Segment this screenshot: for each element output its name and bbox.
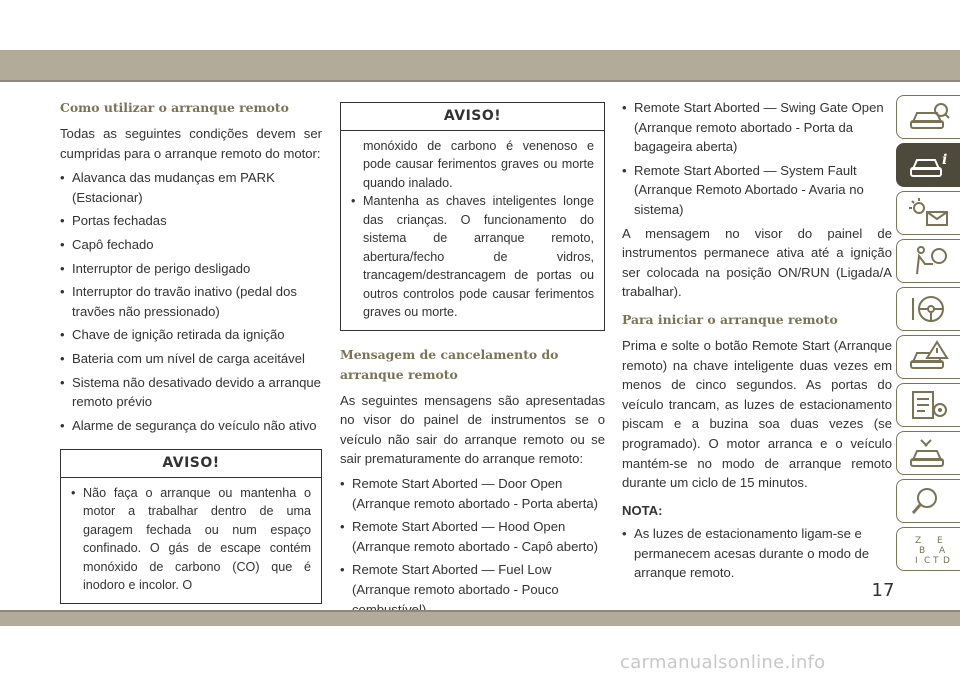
list-item: • Portas fechadas bbox=[60, 211, 322, 231]
conditions-list bbox=[60, 168, 322, 435]
list-item: • Bateria com um nível de carga aceitável bbox=[60, 349, 322, 369]
list-item: • Remote Start Aborted — Fuel Low (Arranque remoto abortado - Pouco bbox=[340, 560, 605, 619]
index-letter: C bbox=[923, 556, 930, 566]
list-item: • Capô fechado bbox=[60, 235, 322, 255]
warning-text: • Mantenha as chaves inteligentes longe das crianças. O funcionamento do sistema de arranque remoto, abertura/fecho de vidros, trancagem/destrancagem de portas ou outros controlos pode causar ferimentos graves ou morte. bbox=[351, 192, 594, 322]
messages-list bbox=[340, 474, 605, 619]
messages-list-continued bbox=[622, 98, 892, 220]
tab-technical[interactable] bbox=[896, 431, 960, 475]
car-inspection-icon bbox=[907, 100, 951, 134]
list-item: • Interruptor de perigo desligado bbox=[60, 259, 322, 279]
message-persistence-text: A mensagem no visor do painel de instrumentos permanece ativa até a ignição ser colocada na posição ON/RUN (Ligada/A trabalhar). bbox=[622, 225, 892, 300]
note-list bbox=[622, 524, 892, 583]
header-bar bbox=[0, 50, 960, 80]
car-info-icon bbox=[907, 148, 951, 182]
footer-bar bbox=[0, 612, 960, 626]
tab-index[interactable] bbox=[896, 527, 960, 571]
chapter-tabs bbox=[896, 95, 960, 575]
warning-body bbox=[341, 131, 604, 330]
airbag-seat-icon bbox=[907, 244, 951, 278]
warning-box-continued bbox=[340, 102, 605, 331]
page-number: 17 bbox=[871, 580, 895, 601]
index-letter: A bbox=[938, 546, 945, 556]
car-tools-icon bbox=[907, 436, 951, 470]
tab-lights-messages[interactable] bbox=[896, 191, 960, 235]
warning-text: • Não faça o arranque ou mantenha o motor a trabalhar dentro de uma garagem fechada ou num espaço confinado. O gás de escape contém monóxido de carbono (CO) que é inodoro e incolor. O bbox=[71, 484, 311, 595]
steering-wheel-icon bbox=[907, 292, 951, 326]
list-item: • Interruptor do travão inativo (pedal dos travões não pressionado) bbox=[60, 282, 322, 321]
light-message-icon bbox=[907, 196, 951, 230]
list-item: • Chave de ignição retirada da ignição bbox=[60, 325, 322, 345]
tab-driving[interactable] bbox=[896, 287, 960, 331]
tab-emergency[interactable] bbox=[896, 335, 960, 379]
watermark: carmanualsonline.info bbox=[620, 652, 826, 673]
warning-car-icon bbox=[907, 340, 951, 374]
tab-service[interactable] bbox=[896, 383, 960, 427]
start-instructions: Prima e solte o botão Remote Start (Arranque remoto) na chave inteligente duas vezes em menos de cinco segundos. As portas do veículo trancam, as luzes de estacionamento piscam e a buzina soa duas vezes (se programado). O motor arranca e o veículo mantém-se no modo de arranque remoto durante um ciclo de 15 minutos. bbox=[622, 337, 892, 491]
warning-title: AVISO! bbox=[341, 103, 604, 131]
section-heading-start-remote: Para iniciar o arranque remoto bbox=[622, 311, 838, 327]
list-item: • Remote Start Aborted — Swing Gate Open (Arranque remoto abortado - Porta da bagageira aberta) bbox=[622, 98, 892, 157]
note-label: NOTA: bbox=[622, 502, 663, 518]
index-letter: E bbox=[936, 536, 943, 546]
list-item: • Alarme de segurança do veículo não ativo bbox=[60, 416, 322, 436]
index-letters-icon bbox=[907, 532, 951, 566]
search-icon bbox=[907, 484, 951, 518]
list-item: • Remote Start Aborted — Hood Open (Arranque remoto abortado - Capô aberto) bbox=[340, 517, 605, 556]
list-item: • Remote Start Aborted — Door Open (Arranque remoto abortado - Porta aberta) bbox=[340, 474, 605, 513]
messages-intro: As seguintes mensagens são apresentadas no visor do painel de instrumentos se o veículo não sair do arranque remoto ou se sair prematuramente do arranque remoto: bbox=[340, 392, 605, 467]
index-letter: T bbox=[932, 556, 938, 566]
index-letter: B bbox=[918, 546, 925, 556]
index-letter: D bbox=[942, 556, 950, 566]
top-margin bbox=[0, 0, 960, 48]
list-item: • Sistema não desativado devido a arranque remoto prévio bbox=[60, 373, 322, 412]
svg-text:i: i bbox=[941, 152, 947, 168]
header-rule bbox=[0, 80, 960, 82]
index-letter: Z bbox=[914, 536, 921, 546]
list-item: • Remote Start Aborted — System Fault (Arranque Remoto Abortado - Avaria no sistema) bbox=[622, 161, 892, 220]
tab-search[interactable] bbox=[896, 479, 960, 523]
column-2 bbox=[340, 98, 605, 623]
list-item: • As luzes de estacionamento ligam-se e permanecem acesas durante o modo de arranque remoto. bbox=[622, 524, 892, 583]
conditions-intro: Todas as seguintes condições devem ser cumpridas para o arranque remoto do motor: bbox=[60, 126, 322, 161]
index-letter: I bbox=[914, 556, 918, 566]
tab-car-inspection[interactable] bbox=[896, 95, 960, 139]
tab-car-info[interactable] bbox=[896, 143, 960, 187]
tab-safety[interactable] bbox=[896, 239, 960, 283]
column-1 bbox=[60, 98, 322, 604]
column-3 bbox=[622, 98, 892, 587]
list-item: • Alavanca das mudanças em PARK (Estacionar) bbox=[60, 168, 322, 207]
section-heading-cancel-message: Mensagem de cancelamento do arranque remoto bbox=[340, 346, 559, 382]
service-list-icon bbox=[907, 388, 951, 422]
warning-body bbox=[61, 478, 321, 603]
warning-text-continued: monóxido de carbono é venenoso e pode causar ferimentos graves ou morte quando inalado. bbox=[363, 138, 594, 190]
warning-title: AVISO! bbox=[61, 450, 321, 478]
section-heading-remote-start-use: Como utilizar o arranque remoto bbox=[60, 100, 289, 115]
warning-box bbox=[60, 449, 322, 604]
